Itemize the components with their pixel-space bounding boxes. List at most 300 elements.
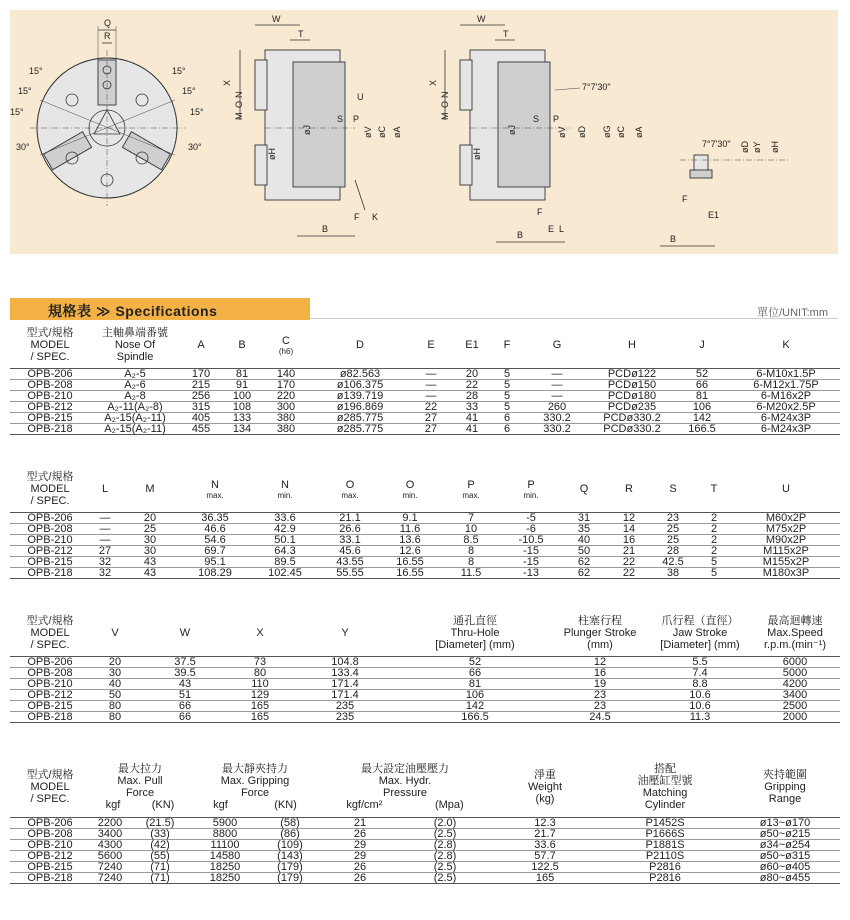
table-cell: 80 [230, 667, 290, 678]
table-row [10, 379, 840, 390]
col-label: U [782, 483, 790, 496]
model-header-zh: 型式/規格 [26, 327, 74, 340]
svg-text:K: K [372, 212, 379, 222]
table-cell: -5 [502, 512, 560, 523]
table-1-header [10, 323, 840, 368]
max-hydr-header [320, 757, 490, 817]
table-cell: 256 [180, 390, 222, 401]
table-cell: 12.6 [380, 545, 440, 556]
thru-hole-unit: [Diameter] (mm) [435, 639, 515, 652]
grip-range-header [730, 757, 840, 817]
col-label: P [527, 478, 535, 491]
table-cell: 5 [696, 567, 732, 578]
model-header [10, 757, 90, 817]
col-nmax-header [180, 467, 250, 512]
table-cell: — [90, 534, 120, 545]
table-cell: PCDø122 [592, 368, 672, 379]
table-row [10, 512, 840, 523]
table-cell: 5 [492, 368, 522, 379]
detail-view [660, 139, 790, 246]
table-cell: 21.1 [320, 512, 380, 523]
svg-text:N: N [440, 91, 450, 98]
svg-text:F: F [354, 212, 360, 222]
table-cell: 260 [522, 401, 592, 412]
col-label: R [625, 483, 633, 496]
table-cell: — [522, 368, 592, 379]
table-cell: 5 [492, 390, 522, 401]
svg-text:øY: øY [752, 141, 762, 153]
table-cell: (109) [260, 839, 320, 850]
table-cell: 6-M12x1.75P [732, 379, 840, 390]
svg-text:15°: 15° [29, 66, 43, 76]
grip-en: Max. Gripping [220, 774, 290, 787]
table-cell: 7.4 [650, 667, 750, 678]
table-cell: 32 [90, 556, 120, 567]
table-cell: 30 [120, 534, 180, 545]
table-cell: (33) [130, 828, 190, 839]
hydr-en: Max. Hydr. [378, 774, 432, 787]
model-cell: OPB-208 [10, 379, 90, 390]
cyl-en2: Cylinder [644, 798, 686, 811]
thru-hole-header [400, 611, 550, 656]
col-sublabel: min. [277, 490, 293, 500]
table-cell: 215 [180, 379, 222, 390]
pull-kgf-unit: kgf [105, 798, 121, 811]
pull-en: Max. Pull [117, 774, 163, 787]
table-cell: 8 [440, 545, 502, 556]
table-cell: 66 [672, 379, 732, 390]
col-sublabel: max. [462, 490, 480, 500]
svg-text:øD: øD [577, 126, 587, 138]
table-cell: (71) [130, 861, 190, 872]
col-pmax-header [440, 467, 502, 512]
table-cell: 62 [560, 556, 608, 567]
grip-zh: 最大靜夾持力 [222, 762, 288, 775]
table-cell: 43 [120, 567, 180, 578]
col-g-header: G [522, 323, 592, 368]
table-cell: 11.6 [380, 523, 440, 534]
table-cell: 133 [222, 412, 262, 423]
cylinder-header [600, 757, 730, 817]
model-header [10, 323, 90, 368]
svg-text:15°: 15° [18, 86, 32, 96]
table-cell: 166.5 [672, 423, 732, 434]
svg-text:B: B [670, 234, 677, 244]
model-cell: OPB-212 [10, 401, 90, 412]
cyl-zh2: 油壓缸型號 [637, 774, 693, 787]
model-header-en: MODEL [30, 627, 70, 640]
jaw-stroke-header [650, 611, 750, 656]
table-cell: 27 [410, 412, 452, 423]
table-cell: P1452S [600, 817, 730, 828]
spec-header [10, 298, 838, 320]
thru-hole-en: Thru-Hole [450, 627, 500, 640]
table-cell: (55) [130, 850, 190, 861]
model-header-spec: / SPEC. [30, 495, 70, 508]
table-cell: 6-M20x2.5P [732, 401, 840, 412]
svg-text:30°: 30° [16, 142, 30, 152]
side-view-2 [428, 14, 644, 242]
table-cell: 3400 [90, 828, 130, 839]
svg-text:B: B [517, 230, 524, 240]
table-cell: ø34~ø254 [730, 839, 840, 850]
col-c-header [262, 323, 310, 368]
table-row [10, 401, 840, 412]
model-cell: OPB-206 [10, 817, 90, 828]
table-cell: M115x2P [732, 545, 840, 556]
table-cell: ø285.775 [310, 423, 410, 434]
table-cell: 9.1 [380, 512, 440, 523]
table-cell: 91 [222, 379, 262, 390]
table-row [10, 368, 840, 379]
model-cell: OPB-215 [10, 412, 90, 423]
grip-en2: Force [240, 786, 270, 799]
table-cell: 18250 [190, 872, 260, 883]
table-4-body [10, 817, 840, 883]
col-sublabel: max. [341, 490, 359, 500]
table-cell: — [522, 379, 592, 390]
table-cell: 235 [290, 711, 400, 722]
svg-text:L: L [559, 224, 565, 234]
table-cell: 330.2 [522, 412, 592, 423]
svg-text:R: R [104, 31, 111, 41]
table-cell: 330.2 [522, 423, 592, 434]
table-cell: 5600 [90, 850, 130, 861]
table-cell: 133.4 [290, 667, 400, 678]
table-cell: 106 [400, 689, 550, 700]
jaw-en: Jaw Stroke [672, 627, 728, 640]
table-cell: A₂-5 [90, 368, 180, 379]
table-cell: 25 [120, 523, 180, 534]
col-label: M [145, 483, 155, 496]
col-t-header [696, 467, 732, 512]
svg-text:O: O [440, 100, 450, 108]
table-cell: 40 [560, 534, 608, 545]
svg-text:O: O [234, 100, 244, 108]
table-cell: 31 [560, 512, 608, 523]
col-omax-header [320, 467, 380, 512]
svg-text:øA: øA [392, 126, 402, 138]
table-cell: (21.5) [130, 817, 190, 828]
table-cell: 11.5 [440, 567, 502, 578]
model-cell: OPB-210 [10, 839, 90, 850]
model-header-spec: / SPEC. [30, 792, 70, 805]
table-cell: 104.8 [290, 656, 400, 667]
table-row [10, 689, 840, 700]
table-row [10, 534, 840, 545]
table-cell: 22 [608, 556, 650, 567]
table-cell: 7240 [90, 861, 130, 872]
col-label: T [710, 483, 718, 496]
svg-text:15°: 15° [182, 86, 196, 96]
table-cell: 64.3 [250, 545, 320, 556]
table-cell: 66 [140, 711, 230, 722]
table-row [10, 412, 840, 423]
svg-text:B: B [322, 224, 329, 234]
table-cell: 50 [90, 689, 140, 700]
table-cell: 13.6 [380, 534, 440, 545]
model-header-spec: / SPEC. [30, 639, 70, 652]
table-cell: -15 [502, 556, 560, 567]
table-cell: 5 [492, 401, 522, 412]
table-cell: 142 [400, 700, 550, 711]
hydr-zh: 最大設定油壓壓力 [361, 762, 450, 775]
model-header-en: MODEL [30, 483, 70, 496]
col-label: N [281, 478, 289, 491]
col-label: L [101, 483, 109, 496]
table-cell: ø139.719 [310, 390, 410, 401]
table-cell: 43 [120, 556, 180, 567]
table-row [10, 656, 840, 667]
table-cell: 315 [180, 401, 222, 412]
table-cell: 8 [440, 556, 502, 567]
table-cell: 35 [560, 523, 608, 534]
col-j-header: J [672, 323, 732, 368]
table-cell: 23 [650, 512, 696, 523]
plunger-stroke-header [550, 611, 650, 656]
table-cell: 165 [230, 711, 290, 722]
table-cell: 81 [222, 368, 262, 379]
table-cell: 8800 [190, 828, 260, 839]
table-cell: -13 [502, 567, 560, 578]
svg-text:N: N [234, 91, 244, 98]
table-cell: 2500 [750, 700, 840, 711]
svg-text:E1: E1 [708, 210, 720, 220]
max-pull-header [90, 757, 190, 817]
table-2-header [10, 467, 840, 512]
table-cell: ø82.563 [310, 368, 410, 379]
table-cell: 4300 [90, 839, 130, 850]
table-cell: 20 [90, 656, 140, 667]
col-label: Q [579, 483, 589, 496]
table-cell: (2.5) [400, 872, 490, 883]
table-row [10, 839, 840, 850]
table-cell: 6 [492, 423, 522, 434]
model-cell: OPB-210 [10, 678, 90, 689]
table-cell: 24.5 [550, 711, 650, 722]
col-pmin-header [502, 467, 560, 512]
table-cell: 32 [90, 567, 120, 578]
svg-text:øC: øC [616, 126, 626, 138]
svg-text:30°: 30° [188, 142, 202, 152]
svg-text:øH: øH [472, 148, 482, 160]
weight-zh: 淨重 [534, 768, 557, 781]
model-header-en: MODEL [30, 780, 70, 793]
table-row [10, 850, 840, 861]
table-cell: PCDø330.2 [592, 423, 672, 434]
svg-text:øG: øG [602, 125, 612, 138]
col-y-header: Y [290, 611, 400, 656]
table-cell: ø80~ø455 [730, 872, 840, 883]
spec-table-1 [10, 323, 840, 435]
range-zh: 夾持範圍 [763, 768, 808, 781]
table-cell: 11.3 [650, 711, 750, 722]
table-cell: 171.4 [290, 689, 400, 700]
table-cell: 6-M10x1.5P [732, 368, 840, 379]
table-cell: 220 [262, 390, 310, 401]
table-cell: 45.6 [320, 545, 380, 556]
table-cell: 21 [320, 817, 400, 828]
table-cell: 25 [650, 523, 696, 534]
spindle-header-en1: Nose Of [114, 339, 156, 352]
table-cell: (179) [260, 872, 320, 883]
table-cell: 23 [550, 689, 650, 700]
table-cell: M180x3P [732, 567, 840, 578]
table-cell: 235 [290, 700, 400, 711]
table-cell: 134 [222, 423, 262, 434]
plunger-en: Plunger Stroke [563, 627, 637, 640]
col-h-header: H [592, 323, 672, 368]
table-cell: 20 [120, 512, 180, 523]
table-cell: 7 [440, 512, 502, 523]
table-cell: P2110S [600, 850, 730, 861]
col-q-header [560, 467, 608, 512]
col-nmin-header [250, 467, 320, 512]
table-cell: ø106.375 [310, 379, 410, 390]
spec-table-3 [10, 611, 840, 723]
model-cell: OPB-218 [10, 872, 90, 883]
spindle-header-en2: Spindle [116, 351, 154, 364]
table-cell: A₂-8 [90, 390, 180, 401]
table-cell: ø60~ø405 [730, 861, 840, 872]
table-cell: A₂-6 [90, 379, 180, 390]
table-cell: 380 [262, 412, 310, 423]
table-row [10, 872, 840, 883]
table-cell: 42.5 [650, 556, 696, 567]
table-cell: 129 [230, 689, 290, 700]
col-sublabel: min. [523, 490, 539, 500]
jaw-zh: 爪行程（直徑） [661, 615, 739, 628]
svg-text:øD: øD [740, 141, 750, 153]
table-1-body [10, 368, 840, 434]
table-cell: 106 [672, 401, 732, 412]
svg-text:15°: 15° [10, 107, 24, 117]
table-row [10, 817, 840, 828]
table-cell: 10.6 [650, 689, 750, 700]
table-cell: (2.8) [400, 850, 490, 861]
table-cell: 3400 [750, 689, 840, 700]
table-cell: 12 [550, 656, 650, 667]
model-header [10, 611, 90, 656]
spec-title: 規格表 ≫ Specifications [48, 303, 218, 319]
table-cell: (58) [260, 817, 320, 828]
svg-text:15°: 15° [172, 66, 186, 76]
table-cell: 16.55 [380, 556, 440, 567]
table-cell: ø285.775 [310, 412, 410, 423]
hydr-mpa-unit: (Mpa) [434, 798, 464, 811]
table-cell: 37.5 [140, 656, 230, 667]
table-cell: 171.4 [290, 678, 400, 689]
table-cell: (71) [130, 872, 190, 883]
table-cell: 7240 [90, 872, 130, 883]
table-row [10, 567, 840, 578]
table-cell: 12.3 [490, 817, 600, 828]
table-cell: 19 [550, 678, 650, 689]
range-en2: Range [768, 792, 802, 805]
col-label: O [405, 478, 415, 491]
jaw-unit: [Diameter] (mm) [660, 639, 740, 652]
table-cell: 73 [230, 656, 290, 667]
speed-zh: 最高迴轉速 [767, 615, 823, 628]
col-sublabel: min. [402, 490, 418, 500]
table-2-body [10, 512, 840, 578]
table-cell: 21.7 [490, 828, 600, 839]
pull-zh: 最大拉力 [118, 762, 162, 775]
table-cell: 50.1 [250, 534, 320, 545]
plunger-unit: (mm) [587, 639, 613, 652]
front-view [10, 18, 204, 206]
table-cell: 80 [90, 711, 140, 722]
table-cell: 28 [452, 390, 492, 401]
table-cell: ø50~ø215 [730, 828, 840, 839]
col-sublabel: max. [206, 490, 224, 500]
table-cell: 26.6 [320, 523, 380, 534]
table-3-header [10, 611, 840, 656]
table-cell: 170 [262, 379, 310, 390]
table-row [10, 667, 840, 678]
weight-unit: (kg) [535, 792, 555, 805]
cyl-en1: Matching [642, 786, 688, 799]
table-cell: 50 [560, 545, 608, 556]
table-cell: 2 [696, 523, 732, 534]
table-cell: 100 [222, 390, 262, 401]
table-cell: P2816 [600, 861, 730, 872]
table-cell: 6000 [750, 656, 840, 667]
table-cell: ø50~ø315 [730, 850, 840, 861]
svg-text:øH: øH [770, 141, 780, 153]
model-cell: OPB-208 [10, 667, 90, 678]
table-cell: 80 [90, 700, 140, 711]
table-cell: 52 [672, 368, 732, 379]
col-v-header: V [90, 611, 140, 656]
cyl-zh1: 搭配 [654, 762, 677, 775]
col-l-header [90, 467, 120, 512]
grip-kn-unit: (KN) [274, 798, 297, 811]
table-cell: 30 [90, 667, 140, 678]
hydr-kgfcm-unit: kgf/cm² [346, 798, 383, 811]
max-grip-header [190, 757, 320, 817]
col-k-header: K [732, 323, 840, 368]
table-cell: 5000 [750, 667, 840, 678]
table-cell: M90x2P [732, 534, 840, 545]
max-speed-header [750, 611, 840, 656]
table-cell: 2 [696, 534, 732, 545]
plunger-zh: 柱塞行程 [578, 615, 622, 628]
table-cell: 12 [608, 512, 650, 523]
table-cell: 57.7 [490, 850, 600, 861]
model-cell: OPB-208 [10, 523, 90, 534]
table-cell: PCDø150 [592, 379, 672, 390]
table-cell: 54.6 [180, 534, 250, 545]
table-cell: 6-M24x3P [732, 412, 840, 423]
col-m-header [120, 467, 180, 512]
model-header-zh: 型式/規格 [26, 768, 74, 781]
table-cell: 108 [222, 401, 262, 412]
svg-text:E: E [548, 224, 555, 234]
table-row [10, 556, 840, 567]
model-header-zh: 型式/規格 [26, 471, 74, 484]
table-cell: 30 [120, 545, 180, 556]
table-cell: 22 [608, 567, 650, 578]
table-cell: 10 [440, 523, 502, 534]
table-cell: 52 [400, 656, 550, 667]
weight-header [490, 757, 600, 817]
table-row [10, 390, 840, 401]
table-cell: 62 [560, 567, 608, 578]
table-cell: 165 [490, 872, 600, 883]
table-cell: 26 [320, 828, 400, 839]
spindle-header-zh: 主軸鼻端番號 [102, 327, 168, 340]
